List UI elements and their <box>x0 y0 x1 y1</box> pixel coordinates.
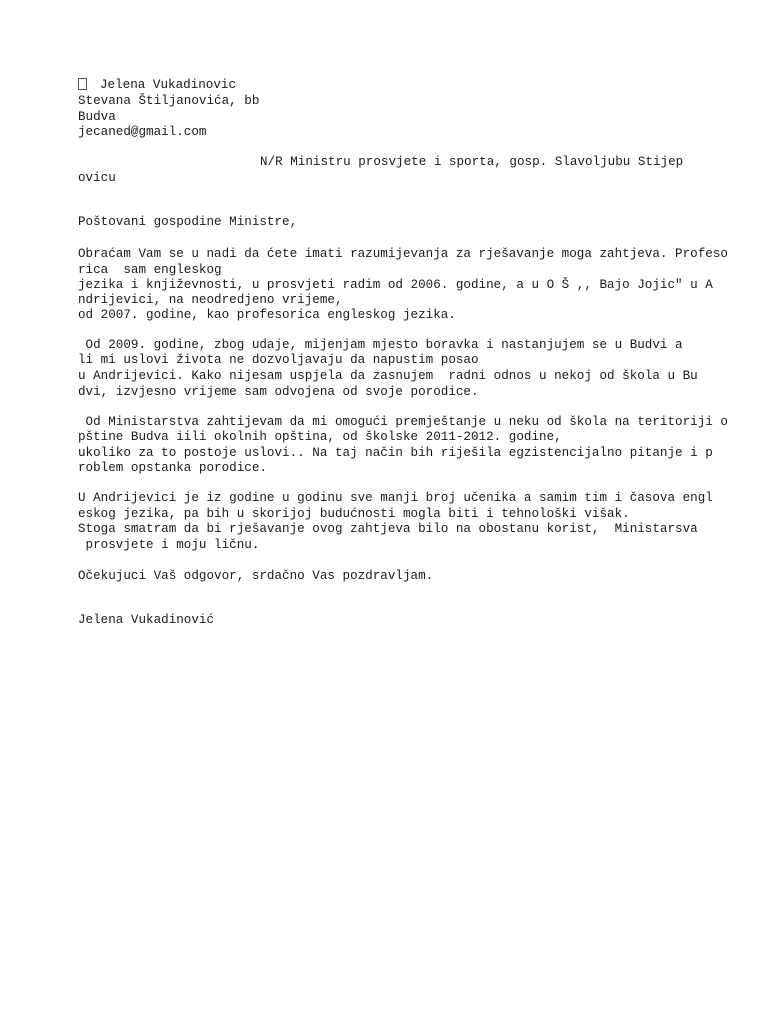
body-line: pštine Budva iili okolnih opština, od školske 2011-2012. godine, <box>78 430 562 444</box>
body-line: U Andrijevici je iz godine u godinu sve manji broj učenika a samim tim i časova engl <box>78 491 713 505</box>
body-line: Od 2009. godine, zbog udaje, mijenjam mjesto boravka i nastanjujem se u Budvi a <box>78 338 683 352</box>
signature: Jelena Vukadinović <box>78 613 215 627</box>
sender-email: jecaned@gmail.com <box>78 125 207 139</box>
missing-glyph-icon <box>78 78 87 90</box>
sender-address: Stevana Štiljanovića, bb <box>78 94 260 108</box>
body-line: dvi, izvjesno vrijeme sam odvojena od svoje porodice. <box>78 385 479 399</box>
body-line: ukoliko za to postoje uslovi.. Na taj način bih riješila egzistencijalno pitanje i p <box>78 446 713 460</box>
body-line: Obraćam Vam se u nadi da ćete imati razumijevanja za rješavanje moga zahtjeva. Profeso <box>78 247 728 261</box>
salutation: Poštovani gospodine Ministre, <box>78 215 298 229</box>
sender-name: Jelena Vukadinovic <box>100 78 237 92</box>
recipient-line: N/R Ministru prosvjete i sporta, gosp. Slavoljubu Stijep <box>260 155 684 169</box>
body-line: u Andrijevici. Kako nijesam uspjela da zasnujem radni odnos u nekoj od škola u Bu <box>78 369 698 383</box>
sender-city: Budva <box>78 110 116 124</box>
closing-line: Očekujuci Vaš odgovor, srdačno Vas pozdravljam. <box>78 569 434 583</box>
body-line: rica sam engleskog <box>78 263 222 277</box>
body-line: prosvjete i moju ličnu. <box>78 538 260 552</box>
body-line: roblem opstanka porodice. <box>78 461 267 475</box>
body-line: od 2007. godine, kao profesorica engleskog jezika. <box>78 308 456 322</box>
body-line: Od Ministarstva zahtijevam da mi omogući premještanje u neku od škola na teritoriji o <box>78 415 728 429</box>
body-line: ndrijevici, na neodredjeno vrijeme, <box>78 293 343 307</box>
body-line: li mi uslovi života ne dozvoljavaju da napustim posao <box>78 353 479 367</box>
body-line: eskog jezika, pa bih u skorijoj budućnosti mogla biti i tehnološki višak. <box>78 507 630 521</box>
body-line: Stoga smatram da bi rješavanje ovog zahtjeva bilo na obostanu korist, Ministarsva <box>78 522 698 536</box>
recipient-line: ovicu <box>78 171 116 185</box>
body-line: jezika i književnosti, u prosvjeti radim od 2006. godine, a u O Š ,, Bajo Jojic" u A <box>78 278 713 292</box>
